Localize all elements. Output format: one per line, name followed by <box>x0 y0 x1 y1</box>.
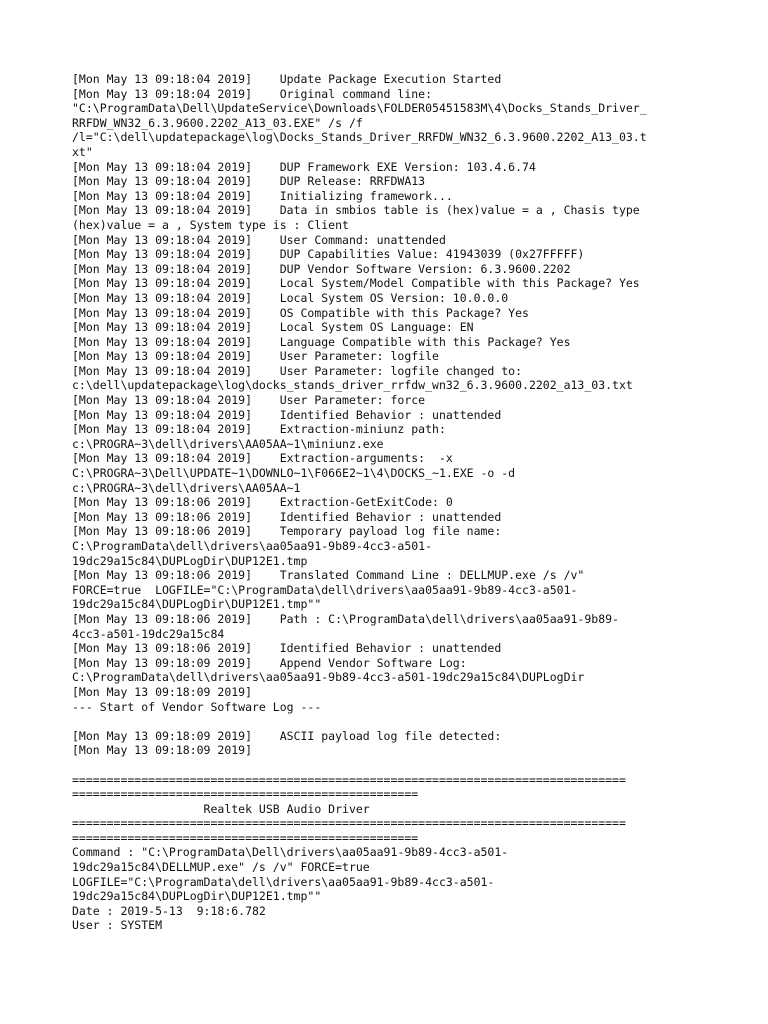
blank-line <box>72 714 712 729</box>
log-line: [Mon May 13 09:18:04 2019] Language Compatible with this Package? Yes <box>72 334 571 349</box>
log-line: (hex)value = a , System type is : Client <box>72 217 349 232</box>
separator-line: ================================================================================ <box>72 772 626 787</box>
separator-line: ================================================== <box>72 830 419 845</box>
log-line: [Mon May 13 09:18:04 2019] DUP Vendor Software Version: 6.3.9600.2202 <box>72 261 571 276</box>
log-line: [Mon May 13 09:18:06 2019] Translated Command Line : DELLMUP.exe /s /v" <box>72 568 585 583</box>
log-line: [Mon May 13 09:18:04 2019] DUP Framework EXE Version: 103.4.6.74 <box>72 159 536 174</box>
separator-line: ================================================== <box>72 787 419 802</box>
log-line: [Mon May 13 09:18:04 2019] User Command: unattended <box>72 232 446 247</box>
log-line: [Mon May 13 09:18:09 2019] <box>72 684 253 699</box>
log-line: [Mon May 13 09:18:09 2019] <box>72 743 253 758</box>
log-line: c:\PROGRA~3\dell\drivers\AA05AA~1 <box>72 480 301 495</box>
log-line: [Mon May 13 09:18:09 2019] Append Vendor Software Log: <box>72 655 467 670</box>
log-line: [Mon May 13 09:18:04 2019] User Parameter: logfile <box>72 349 439 364</box>
log-line: 19dc29a15c84\DUPLogDir\DUP12E1.tmp <box>72 553 308 568</box>
log-line: [Mon May 13 09:18:04 2019] DUP Release: RRFDWA13 <box>72 174 426 189</box>
blank-line <box>72 758 712 773</box>
log-line: 19dc29a15c84\DUPLogDir\DUP12E1.tmp"" <box>72 889 322 904</box>
log-line: [Mon May 13 09:18:04 2019] Local System/Model Compatible with this Package? Yes <box>72 276 640 291</box>
log-line: Date : 2019-5-13 9:18:6.782 <box>72 903 266 918</box>
log-line: User : SYSTEM <box>72 918 163 933</box>
log-line: Command : "C:\ProgramData\Dell\drivers\aa05aa91-9b89-4cc3-a501- <box>72 845 509 860</box>
log-line: [Mon May 13 09:18:09 2019] ASCII payload log file detected: <box>72 728 502 743</box>
log-line: [Mon May 13 09:18:04 2019] User Parameter: logfile changed to: <box>72 363 523 378</box>
log-line: [Mon May 13 09:18:06 2019] Identified Behavior : unattended <box>72 641 502 656</box>
log-line: [Mon May 13 09:18:04 2019] OS Compatible with this Package? Yes <box>72 305 529 320</box>
log-line: c:\PROGRA~3\dell\drivers\AA05AA~1\miniunz.exe <box>72 436 384 451</box>
log-line: c:\dell\updatepackage\log\docks_stands_driver_rrfdw_wn32_6.3.9600.2202_a13_03.txt <box>72 378 633 393</box>
log-line: [Mon May 13 09:18:04 2019] Local System OS Version: 10.0.0.0 <box>72 290 509 305</box>
section-title: Realtek USB Audio Driver <box>72 801 370 816</box>
log-line: [Mon May 13 09:18:04 2019] Update Package Execution Started <box>72 72 502 86</box>
log-line: [Mon May 13 09:18:04 2019] Data in smbios table is (hex)value = a , Chasis type <box>72 203 640 218</box>
log-line: /l="C:\dell\updatepackage\log\Docks_Stands_Driver_RRFDW_WN32_6.3.9600.2202_A13_03.t <box>72 130 647 145</box>
log-line: [Mon May 13 09:18:04 2019] Local System OS Language: EN <box>72 320 474 335</box>
log-line: [Mon May 13 09:18:04 2019] DUP Capabilities Value: 41943039 (0x27FFFFF) <box>72 247 585 262</box>
log-line: 4cc3-a501-19dc29a15c84 <box>72 626 225 641</box>
log-line: xt" <box>72 144 93 159</box>
log-line: C:\ProgramData\dell\drivers\aa05aa91-9b89-4cc3-a501- <box>72 539 433 553</box>
log-line: C:\PROGRA~3\Dell\UPDATE~1\DOWNLO~1\F066E2~1\4\DOCKS_~1.EXE -o -d <box>72 466 516 481</box>
log-line: [Mon May 13 09:18:04 2019] Initializing framework... <box>72 188 453 203</box>
log-line: [Mon May 13 09:18:04 2019] Identified Behavior : unattended <box>72 407 502 422</box>
log-text-block <box>72 72 712 933</box>
log-line: [Mon May 13 09:18:06 2019] Temporary payload log file name: <box>72 524 502 539</box>
log-line: LOGFILE="C:\ProgramData\dell\drivers\aa05aa91-9b89-4cc3-a501- <box>72 874 495 889</box>
log-line: [Mon May 13 09:18:06 2019] Identified Behavior : unattended <box>72 509 502 524</box>
log-line: 19dc29a15c84\DUPLogDir\DUP12E1.tmp"" <box>72 597 322 612</box>
log-line: [Mon May 13 09:18:06 2019] Extraction-GetExitCode: 0 <box>72 495 453 510</box>
log-line: FORCE=true LOGFILE="C:\ProgramData\dell\drivers\aa05aa91-9b89-4cc3-a501- <box>72 582 578 597</box>
log-line: 19dc29a15c84\DELLMUP.exe" /s /v" FORCE=true <box>72 860 370 875</box>
vendor-log-start-marker: --- Start of Vendor Software Log --- <box>72 699 322 714</box>
log-line: RRFDW_WN32_6.3.9600.2202_A13_03.EXE" /s /f <box>72 115 363 130</box>
log-line: "C:\ProgramData\Dell\UpdateService\Downloads\FOLDER05451583M\4\Docks_Stands_Driver_ <box>72 101 647 116</box>
log-line: C:\ProgramData\dell\drivers\aa05aa91-9b89-4cc3-a501-19dc29a15c84\DUPLogDir <box>72 670 585 685</box>
log-line: [Mon May 13 09:18:06 2019] Path : C:\ProgramData\dell\drivers\aa05aa91-9b89- <box>72 611 619 626</box>
log-line: [Mon May 13 09:18:04 2019] Extraction-miniunz path: <box>72 422 446 437</box>
log-line: [Mon May 13 09:18:04 2019] Original command line: <box>72 86 433 101</box>
separator-line: ================================================================================ <box>72 816 626 831</box>
log-line: [Mon May 13 09:18:04 2019] User Parameter: force <box>72 393 426 408</box>
log-line: [Mon May 13 09:18:04 2019] Extraction-arguments: -x <box>72 451 453 466</box>
